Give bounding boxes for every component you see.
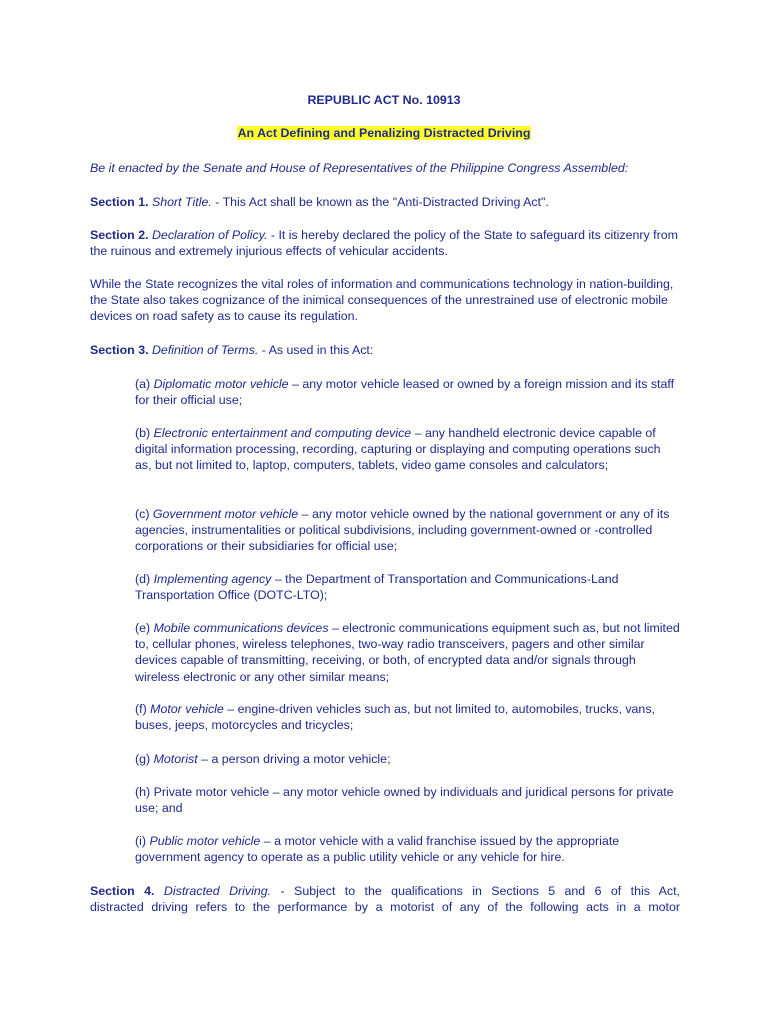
section-4-text-1: - Subject to the qualifications in Sections 5 and 6 of this Act,: [271, 884, 680, 898]
definition-letter: (c): [135, 507, 153, 521]
section-4-line-2: distracted driving refers to the performance by a motorist of any of the following acts in a motor: [90, 900, 680, 915]
enacting-clause: Be it enacted by the Senate and House of Representatives of the Philippine Congress Assembled:: [90, 161, 629, 175]
definition-letter: (e): [135, 621, 154, 635]
definition-term: Motor vehicle: [150, 702, 224, 716]
definition-text: Private motor vehicle – any motor vehicle owned by individuals and juridical persons for private use; and: [135, 785, 674, 816]
definition-term: Mobile communications devices: [153, 621, 329, 635]
section-3: [90, 342, 680, 358]
definition-text: – the Department of Transportation and Communications-Land Transportation Office (DOTC-LTO);: [135, 572, 619, 603]
section-1-label: Section 1.: [90, 195, 149, 209]
definition-letter: (f): [135, 702, 151, 716]
section-2-term: Declaration of Policy.: [151, 228, 268, 242]
section-4-label: Section 4.: [90, 884, 155, 898]
definition-letter: (h): [135, 785, 154, 799]
definition-letter: (g): [135, 752, 154, 766]
definition-a: [135, 376, 680, 408]
definition-text: – a motor vehicle with a valid franchise issued by the appropriate government agency to operate as a public utility vehicle or any vehicle for hire.: [135, 834, 620, 865]
definition-c: [135, 506, 680, 555]
section-4-line-1: [90, 883, 680, 899]
definition-letter: (b): [135, 426, 154, 440]
section-3-term: Definition of Terms.: [151, 343, 259, 357]
section-2-text: - It is hereby declared the policy of the State to safeguard its citizenry from the ruinous and extremely injurious effects of vehicular accidents.: [90, 228, 678, 259]
definition-term: Public motor vehicle: [149, 834, 261, 848]
section-3-text: - As used in this Act:: [258, 343, 374, 357]
section-2-paragraph-2: While the State recognizes the vital roles of information and communications technology in nation-building, the State also takes cognizance of the inimical consequences of the unrestrained use of electronic mobile devices on road safety as to cause its regulation.: [90, 277, 674, 324]
definition-g: [135, 751, 680, 767]
definition-i: [135, 833, 680, 865]
definition-text: – a person driving a motor vehicle;: [197, 752, 391, 766]
definition-letter: (a): [135, 377, 154, 391]
section-4: [90, 883, 680, 915]
definition-text: – any motor vehicle owned by the national government or any of its agencies, instrumentalities or political subdivisions, including government-owned or -controlled corporations or their subsidiaries for official use;: [135, 507, 670, 554]
definition-letter: (d): [135, 572, 154, 586]
definition-text: – any handheld electronic device capable of digital information processing, recording, capturing or displaying and computing operations such as, but not limited to, laptop, computers, tablets, video game consoles and calculators;: [135, 426, 661, 473]
section-4-term: Distracted Driving.: [163, 884, 272, 898]
section-3-label: Section 3.: [90, 343, 149, 357]
definition-term: Diplomatic motor vehicle: [153, 377, 289, 391]
definition-f: [135, 701, 680, 733]
definition-term: Implementing agency: [153, 572, 272, 586]
definition-b: [135, 425, 680, 474]
act-subtitle: [0, 126, 768, 140]
definition-term: Motorist: [153, 752, 198, 766]
definition-text: – electronic communications equipment such as, but not limited to, cellular phones, wireless telephones, two-way radio transceivers, pagers and other similar devices capable of transmitting, receiving, or both, of encrypted data and/or signals through wireless electronic or any other similar means;: [135, 621, 680, 684]
definition-term: Government motor vehicle: [152, 507, 299, 521]
definition-text: – engine-driven vehicles such as, but not limited to, automobiles, trucks, vans, buses, jeeps, motorcycles and tricycles;: [135, 702, 655, 733]
definition-text: – any motor vehicle leased or owned by a foreign mission and its staff for their official use;: [135, 377, 675, 408]
section-1-text: - This Act shall be known as the "Anti-Distracted Driving Act".: [211, 195, 549, 209]
act-subtitle-highlighted: An Act Defining and Penalizing Distracted Driving: [237, 126, 531, 140]
definition-term: Electronic entertainment and computing device: [153, 426, 412, 440]
section-1: [90, 194, 680, 210]
definition-letter: (i): [135, 834, 150, 848]
section-2-label: Section 2.: [90, 228, 149, 242]
definition-e: [135, 620, 680, 685]
definition-d: [135, 571, 680, 603]
section-2: [90, 227, 680, 259]
definition-h: [135, 784, 680, 816]
act-title: REPUBLIC ACT No. 10913: [307, 93, 461, 107]
section-1-term: Short Title.: [151, 195, 212, 209]
